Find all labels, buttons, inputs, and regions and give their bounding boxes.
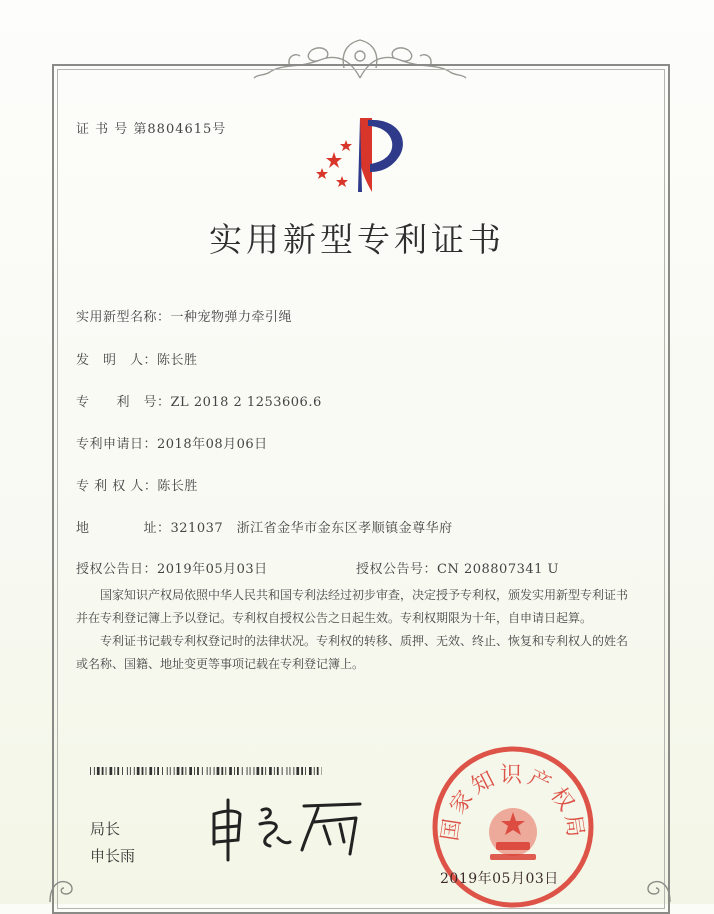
barcode-bar bbox=[114, 767, 115, 775]
field-value: 陈长胜 bbox=[157, 353, 198, 368]
notice-paragraph: 专利证书记载专利权登记时的法律状况。专利权的转移、质押、无效、终止、恢复和专利权人的姓名或名称、国籍、地址变更等事项记载在专利登记簿上。 bbox=[76, 630, 636, 676]
field-value: 陈长胜 bbox=[157, 479, 198, 494]
barcode-bar bbox=[217, 767, 220, 775]
barcode-bar bbox=[290, 767, 291, 775]
field-value: CN 208807341 U bbox=[437, 562, 559, 577]
barcode-bar bbox=[207, 767, 208, 775]
field-filing-date bbox=[76, 433, 268, 452]
barcode-bar bbox=[277, 767, 279, 775]
director-title: 局长 bbox=[90, 818, 120, 839]
certificate-number: 证 书 号 第8804615号 bbox=[76, 118, 226, 137]
barcode-bar bbox=[234, 767, 235, 775]
barcode-bar bbox=[229, 767, 232, 775]
field-value: 2018年08月06日 bbox=[157, 437, 268, 452]
field-label: 专利申请日： bbox=[76, 433, 157, 452]
barcode-bar bbox=[214, 767, 215, 775]
barcode-bar bbox=[117, 767, 119, 775]
field-grant-number bbox=[356, 558, 559, 577]
field-label: 专 利 号： bbox=[76, 391, 171, 410]
barcode-bar bbox=[177, 767, 180, 775]
field-patent-number bbox=[76, 391, 322, 410]
field-patentee bbox=[76, 475, 198, 494]
barcode-bar bbox=[142, 767, 144, 775]
barcode-bar bbox=[305, 767, 306, 775]
barcode-bar bbox=[293, 767, 294, 775]
field-label: 授权公告日： bbox=[76, 558, 157, 577]
barcode-bar bbox=[254, 767, 255, 775]
field-value: 一种宠物弹力牵引绳 bbox=[171, 310, 293, 325]
barcode-bar bbox=[314, 767, 315, 775]
seal-date: 2019年05月03日 bbox=[440, 868, 559, 888]
barcode-bar bbox=[287, 767, 288, 775]
barcode-bar bbox=[102, 767, 104, 775]
barcode-bar bbox=[194, 767, 195, 775]
barcode-bar bbox=[265, 767, 266, 775]
barcode-bar bbox=[134, 767, 135, 775]
barcode-bar bbox=[146, 767, 147, 775]
barcode-bar bbox=[202, 767, 203, 775]
barcode-bar bbox=[225, 767, 226, 775]
barcode-bar bbox=[122, 767, 123, 775]
barcode-bar bbox=[154, 767, 155, 775]
barcode-icon bbox=[90, 767, 322, 775]
barcode-bar bbox=[167, 767, 168, 775]
barcode-bar bbox=[296, 767, 299, 775]
field-label: 发 明 人： bbox=[76, 349, 157, 368]
barcode-bar bbox=[257, 767, 260, 775]
barcode-bar bbox=[106, 767, 107, 775]
barcode-bar bbox=[127, 767, 128, 775]
barcode-bar bbox=[94, 767, 95, 775]
director-name: 申长雨 bbox=[90, 845, 135, 866]
field-value: ZL 2018 2 1253606.6 bbox=[171, 395, 322, 410]
legal-notice bbox=[76, 584, 636, 676]
barcode-bar bbox=[110, 767, 113, 775]
barcode-bar bbox=[261, 767, 263, 775]
barcode-bar bbox=[237, 767, 239, 775]
barcode-bar bbox=[317, 767, 319, 775]
barcode-bar bbox=[250, 767, 251, 775]
barcode-bar bbox=[149, 767, 152, 775]
barcode-bar bbox=[274, 767, 275, 775]
field-grant-date bbox=[76, 558, 268, 577]
barcode-bar bbox=[221, 767, 223, 775]
barcode-bar bbox=[170, 767, 171, 775]
field-label: 授权公告号： bbox=[356, 558, 437, 577]
barcode-bar bbox=[210, 767, 211, 775]
barcode-bar bbox=[137, 767, 140, 775]
barcode-bar bbox=[174, 767, 175, 775]
field-address bbox=[76, 517, 453, 536]
patent-office-emblem-icon bbox=[308, 112, 418, 202]
field-inventor bbox=[76, 349, 198, 368]
field-label: 实用新型名称： bbox=[76, 306, 171, 325]
barcode-bar bbox=[185, 767, 186, 775]
barcode-bar bbox=[90, 767, 91, 775]
barcode-bar bbox=[162, 767, 163, 775]
barcode-bar bbox=[97, 767, 100, 775]
barcode-bar bbox=[301, 767, 303, 775]
seal-text: 国家知识产权局 bbox=[438, 763, 588, 843]
barcode-bar bbox=[309, 767, 312, 775]
field-label: 地 址： bbox=[76, 517, 171, 536]
notice-paragraph: 国家知识产权局依照中华人民共和国专利法经过初步审查，决定授予专利权，颁发实用新型专利证书并在专利登记簿上予以登记。专利权自授权公告之日起生效。专利权期限为十年，自申请日起算。 bbox=[76, 584, 636, 630]
corner-ornament-icon bbox=[636, 862, 676, 902]
barcode-bar bbox=[269, 767, 272, 775]
field-utility-model-name bbox=[76, 306, 292, 325]
field-label: 专 利 权 人： bbox=[76, 475, 157, 494]
handwritten-signature-icon bbox=[200, 792, 370, 862]
field-value: 321037 浙江省金华市金东区孝顺镇金尊华府 bbox=[171, 521, 453, 536]
barcode-bar bbox=[247, 767, 248, 775]
barcode-bar bbox=[282, 767, 283, 775]
corner-ornament-icon bbox=[44, 862, 84, 902]
page-title: 实用新型专利证书 bbox=[0, 214, 714, 261]
barcode-bar bbox=[242, 767, 243, 775]
barcode-bar bbox=[197, 767, 199, 775]
barcode-bar bbox=[182, 767, 184, 775]
barcode-bar bbox=[157, 767, 159, 775]
barcode-bar bbox=[189, 767, 192, 775]
field-value: 2019年05月03日 bbox=[157, 562, 268, 577]
barcode-bar bbox=[130, 767, 131, 775]
